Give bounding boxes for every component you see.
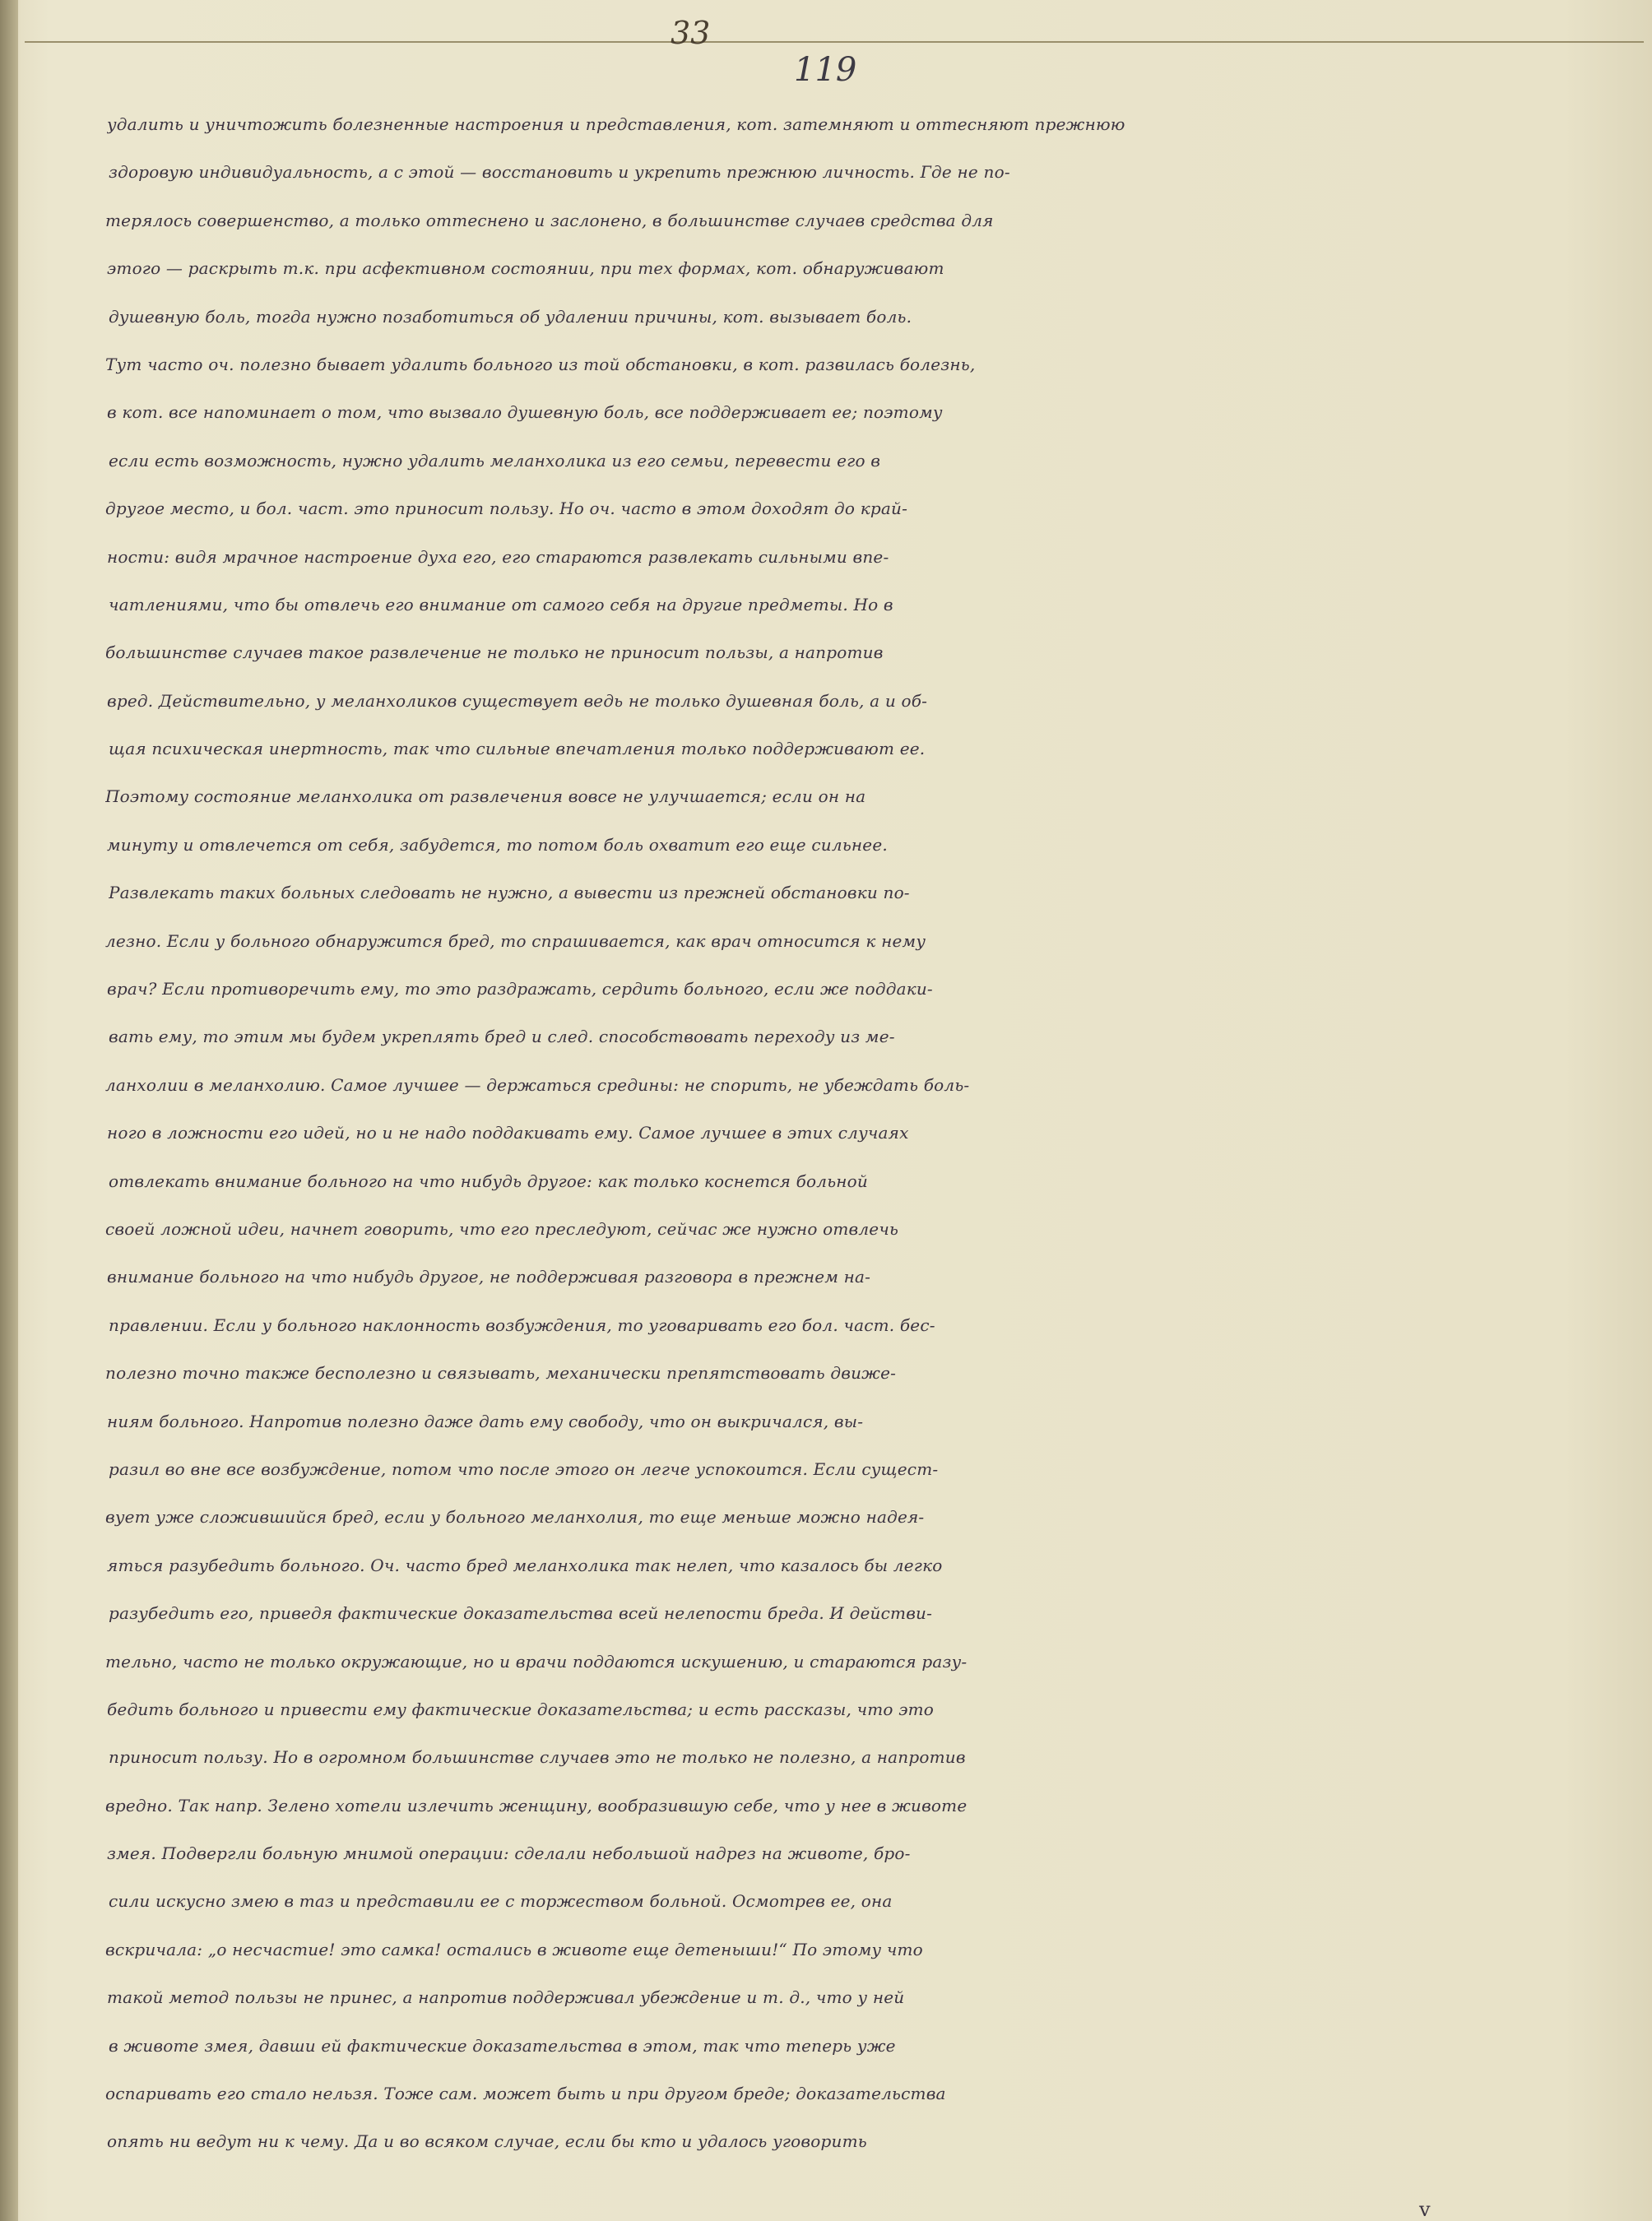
book-binding: [0, 0, 18, 2221]
manuscript-text: [99, 100, 1580, 2166]
manuscript-line: правлении. Если у больного наклонность возбуждения, то уговаривать его бол. част. бес-: [109, 1315, 935, 1335]
page-number-old: 33: [671, 15, 711, 51]
manuscript-line: разубедить его, приведя фактические доказательства всей нелепости бреда. И действи-: [109, 1603, 933, 1624]
manuscript-line: вать ему, то этим мы будем укреплять бред и след. способствовать переходу из ме-: [109, 1027, 895, 1047]
corner-mark: v: [1419, 2198, 1431, 2221]
page-number-new: 119: [794, 51, 857, 89]
manuscript-line: удалить и уничтожить болезненные настроения и представления, кот. затемняют и оттесняют прежнюю: [107, 114, 1125, 134]
manuscript-line: в животе змея, давши ей фактические доказательства в этом, так что теперь уже: [109, 2035, 896, 2056]
manuscript-line: своей ложной идеи, начнет говорить, что его преследуют, сейчас же нужно отвлечь: [105, 1218, 899, 1239]
manuscript-line: этого — раскрыть т.к. при асфективном состоянии, при тех формах, кот. обнаруживают: [107, 258, 944, 279]
manuscript-line: другое место, и бол. част. это приносит пользу. Но оч. часто в этом доходят до край-: [105, 498, 908, 519]
manuscript-line: ниям больного. Напротив полезно даже дать ему свободу, что он выкричался, вы-: [107, 1411, 864, 1431]
manuscript-line: если есть возможность, нужно удалить меланхолика из его семьи, перевести его в: [109, 450, 881, 471]
manuscript-line: врач? Если противоречить ему, то это раздражать, сердить больного, если же поддаки-: [107, 979, 933, 999]
manuscript-line: вредно. Так напр. Зелено хотели излечить женщину, вообразившую себе, что у нее в животе: [105, 1795, 968, 1815]
manuscript-line: Тут часто оч. полезно бывает удалить больного из той обстановки, в кот. развилась болезнь,: [105, 354, 976, 374]
manuscript-line: змея. Подвергли больную мнимой операции: сделали небольшой надрез на животе, бро-: [107, 1843, 911, 1864]
manuscript-line: отвлекать внимание больного на что нибудь другое: как только коснется больной: [109, 1171, 869, 1191]
manuscript-line: ности: видя мрачное настроение духа его, его стараются развлекать сильными впе-: [107, 546, 889, 567]
manuscript-line: чатлениями, что бы отвлечь его внимание от самого себя на другие предметы. Но в: [109, 594, 893, 614]
page-top-rule: [25, 41, 1644, 43]
manuscript-line: Развлекать таких больных следовать не нужно, а вывести из прежней обстановки по-: [109, 883, 910, 903]
manuscript-line: душевную боль, тогда нужно позаботиться об удалении причины, кот. вызывает боль.: [109, 306, 912, 327]
manuscript-line: в кот. все напоминает о том, что вызвало душевную боль, все поддерживает ее; поэтому: [107, 402, 943, 423]
manuscript-line: здоровую индивидуальность, а с этой — восстановить и укрепить прежнюю личность. Где не по-: [109, 162, 1010, 183]
manuscript-line: вует уже сложившийся бред, если у больного меланхолия, то еще меньше можно надея-: [105, 1507, 925, 1528]
manuscript-line: разил во вне все возбуждение, потом что после этого он легче успокоится. Если сущест-: [109, 1458, 939, 1479]
manuscript-line: внимание больного на что нибудь другое, не поддерживая разговора в прежнем на-: [107, 1267, 871, 1287]
manuscript-line: ного в ложности его идей, но и не надо поддакивать ему. Самое лучшее в этих случаях: [107, 1123, 909, 1143]
manuscript-line: Поэтому состояние меланхолика от развлечения вовсе не улучшается; если он на: [105, 786, 866, 807]
manuscript-line: сили искусно змею в таз и представили ее с торжеством больной. Осмотрев ее, она: [109, 1891, 893, 1912]
manuscript-line: приносит пользу. Но в огромном большинстве случаев это не только не полезно, а напротив: [109, 1747, 966, 1768]
manuscript-line: опять ни ведут ни к чему. Да и во всяком случае, если бы кто и удалось уговорить: [107, 2131, 867, 2152]
manuscript-line: терялось совершенство, а только оттеснено и заслонено, в большинстве случаев средства для: [105, 210, 994, 230]
manuscript-line: тельно, часто не только окружающие, но и врачи поддаются искушению, и стараются разу-: [105, 1651, 968, 1672]
manuscript-line: вскричала: „о несчастие! это самка! остались в животе еще детеныши!“ По этому что: [105, 1939, 923, 1959]
manuscript-line: большинстве случаев такое развлечение не только не приносит пользы, а напротив: [105, 642, 884, 663]
manuscript-line: щая психическая инертность, так что сильные впечатления только поддерживают ее.: [109, 739, 926, 759]
manuscript-line: минуту и отвлечется от себя, забудется, то потом боль охватит его еще сильнее.: [107, 834, 888, 855]
manuscript-line: вред. Действительно, у меланхоликов существует ведь не только душевная боль, а и об-: [107, 690, 928, 711]
manuscript-line: лезно. Если у больного обнаружится бред, то спрашивается, как врач относится к нему: [105, 930, 926, 951]
manuscript-line: бедить больного и привести ему фактические доказательства; и есть рассказы, что это: [107, 1699, 934, 1719]
manuscript-line: полезно точно также бесполезно и связывать, механически препятствовать движе-: [105, 1363, 897, 1384]
manuscript-line: оспаривать его стало нельзя. Тоже сам. может быть и при другом бреде; доказательства: [105, 2084, 946, 2104]
manuscript-line: такой метод пользы не принес, а напротив поддерживал убеждение и т. д., что у ней: [107, 1987, 905, 2008]
manuscript-line: ланхолии в меланхолию. Самое лучшее — держаться средины: не спорить, не убеждать боль-: [105, 1074, 970, 1095]
manuscript-line: яться разубедить больного. Оч. часто бред меланхолика так нелеп, что казалось бы легко: [107, 1555, 943, 1575]
